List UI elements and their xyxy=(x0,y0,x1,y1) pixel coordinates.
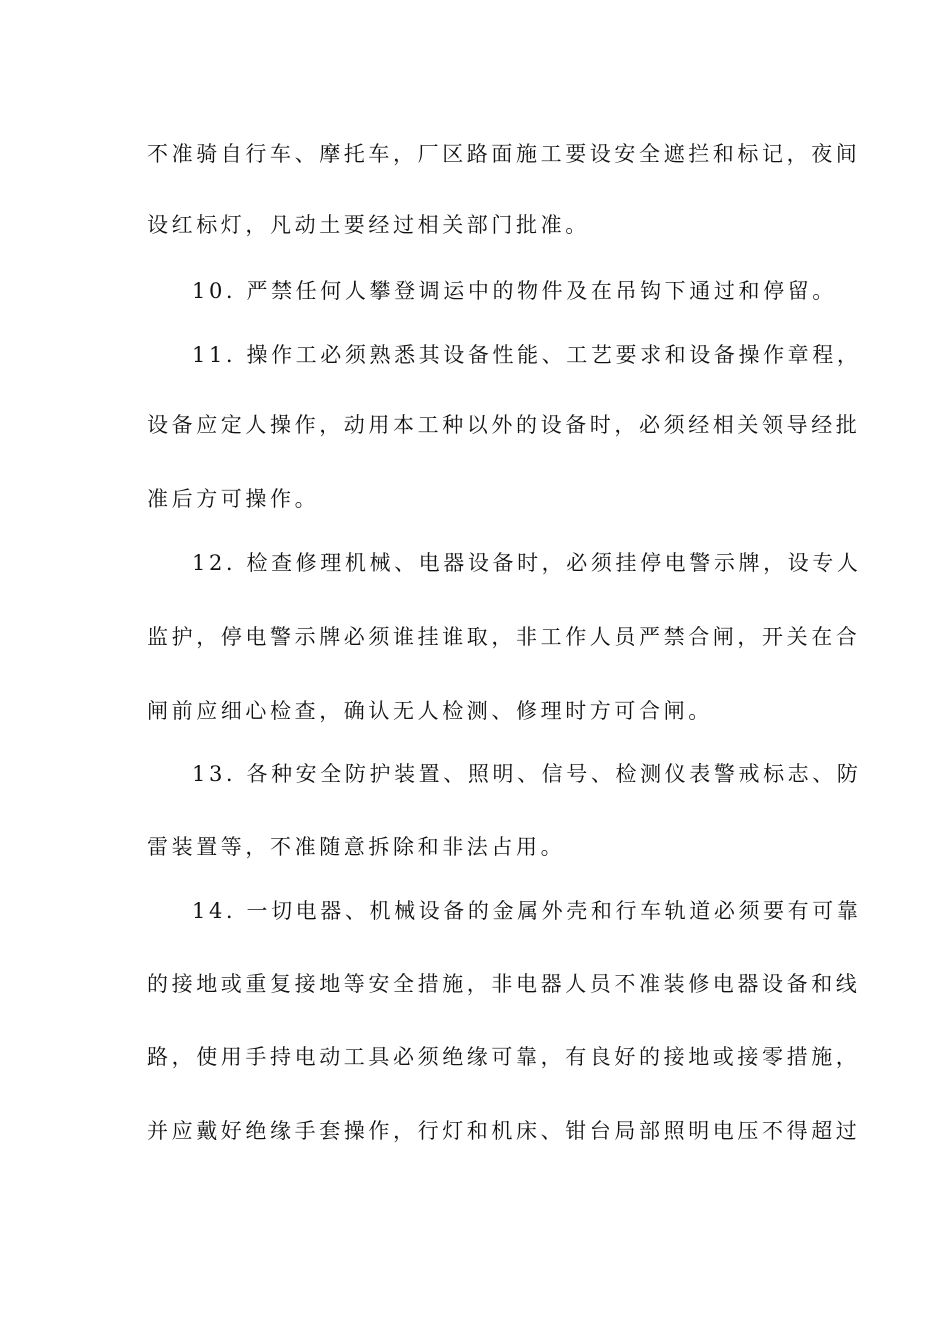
text-line: 闸前应细心检查，确认无人检测、修理时方可合闸。 xyxy=(147,699,713,723)
text-line: 监护，停电警示牌必须谁挂谁取，非工作人员严禁合闸，开关在合 xyxy=(147,625,861,649)
item-13-line: 13. 各种安全防护装置、照明、信号、检测仪表警戒标志、防 xyxy=(192,762,862,786)
text-line: 雷装置等，不准随意拆除和非法占用。 xyxy=(147,835,566,859)
item-12-line: 12. 检查修理机械、电器设备时，必须挂停电警示牌，设专人 xyxy=(192,551,862,575)
text-line: 并应戴好绝缘手套操作，行灯和机床、钳台局部照明电压不得超过 xyxy=(147,1119,861,1143)
item-10-line: 10. 严禁任何人攀登调运中的物件及在吊钩下通过和停留。 xyxy=(192,279,837,303)
text-line: 的接地或重复接地等安全措施，非电器人员不准装修电器设备和线 xyxy=(147,972,861,996)
item-11-line: 11. 操作工必须熟悉其设备性能、工艺要求和设备操作章程， xyxy=(192,343,862,367)
text-line: 设备应定人操作，动用本工种以外的设备时，必须经相关领导经批 xyxy=(147,413,861,437)
item-14-line: 14. 一切电器、机械设备的金属外壳和行车轨道必须要有可靠 xyxy=(192,899,862,923)
text-line: 准后方可操作。 xyxy=(147,487,320,511)
text-line: 路，使用手持电动工具必须绝缘可靠，有良好的接地或接零措施， xyxy=(147,1045,861,1069)
text-line: 不准骑自行车、摩托车，厂区路面施工要设安全遮拦和标记，夜间 xyxy=(147,142,861,166)
text-line: 设红标灯，凡动土要经过相关部门批准。 xyxy=(147,213,590,237)
